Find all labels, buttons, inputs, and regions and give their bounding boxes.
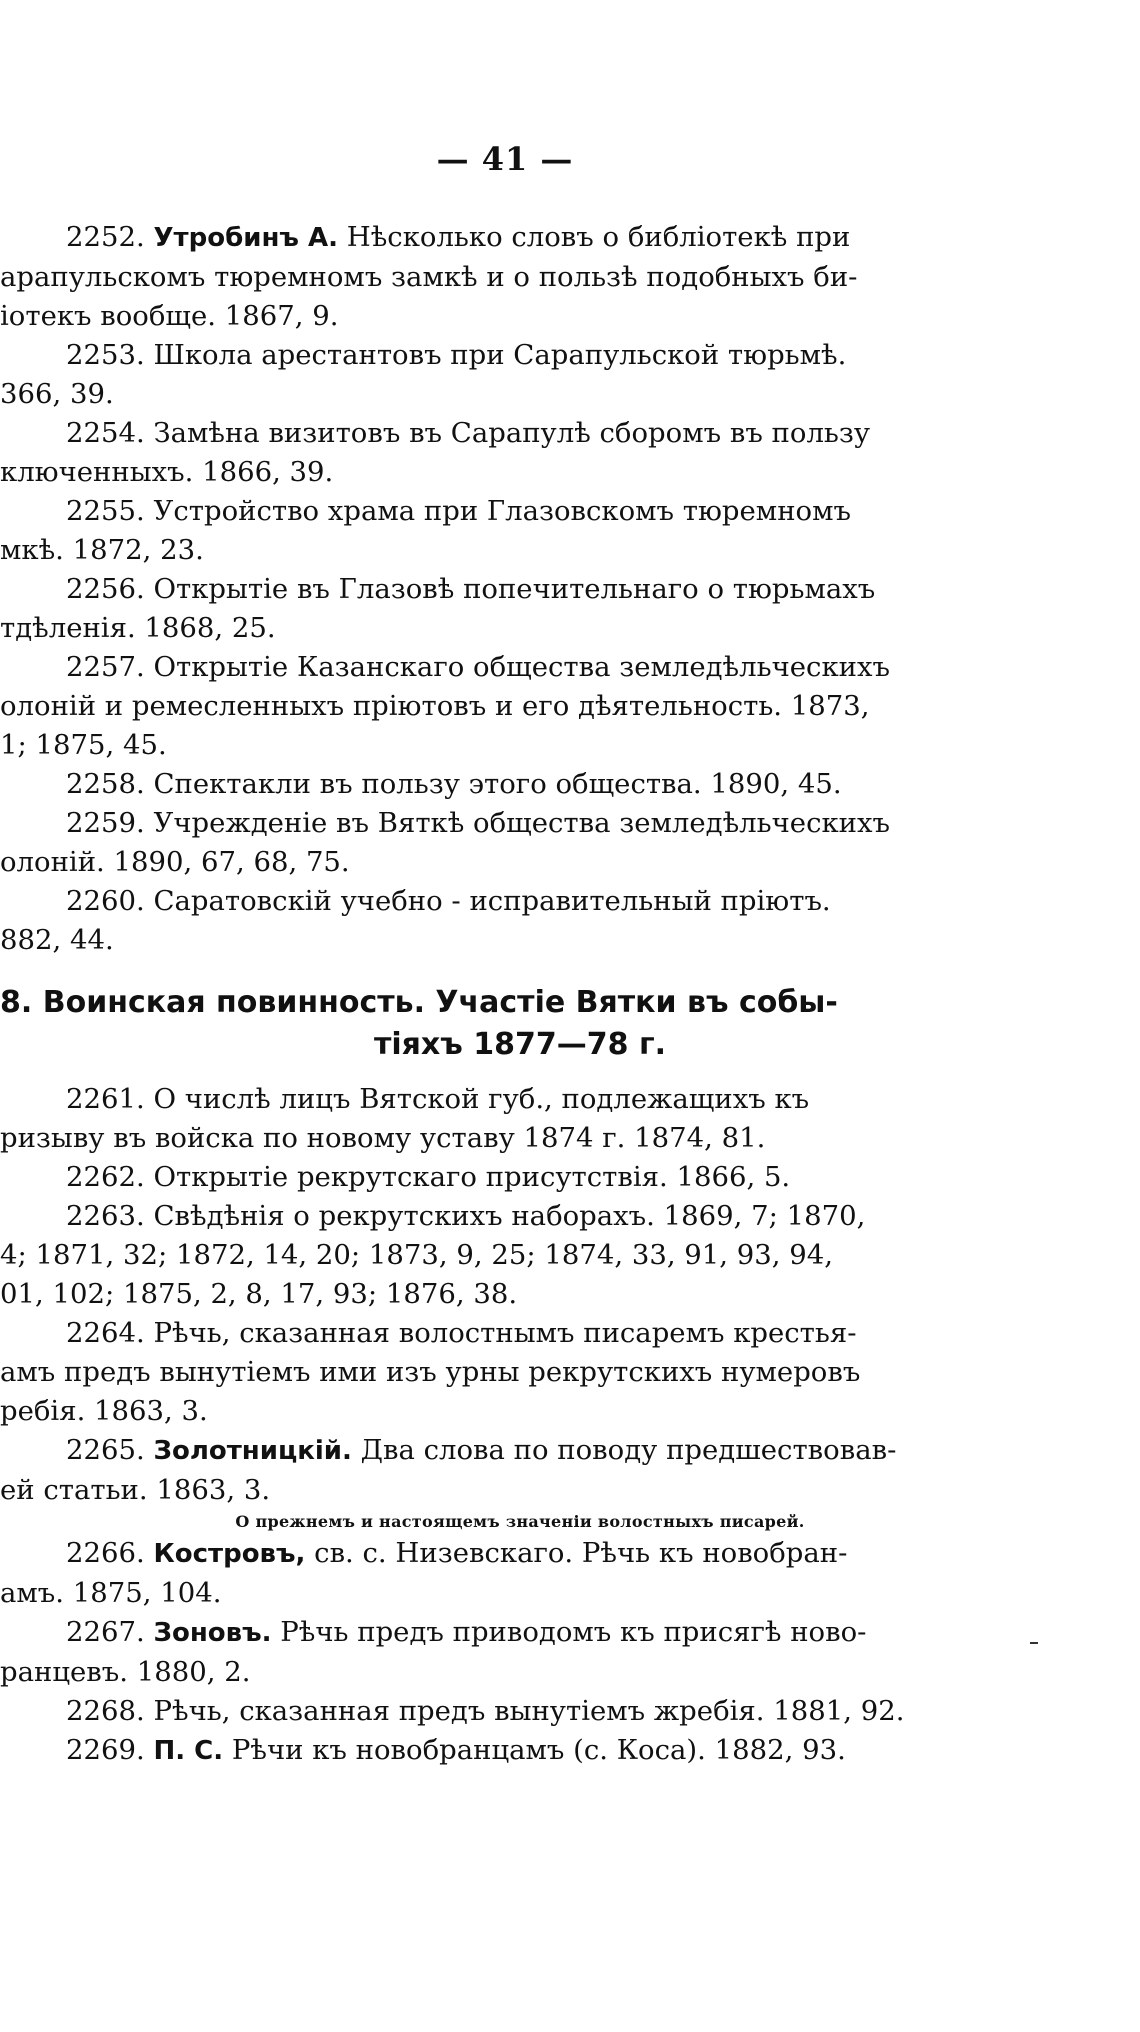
entry-line [0, 765, 960, 804]
entry-author: Утробинъ А. [153, 223, 338, 253]
entry-line [0, 1275, 960, 1314]
entry-text: ризыву въ войска по новому уставу 1874 г. 1874, 81. [0, 1122, 766, 1154]
bibliography-entry [0, 1431, 960, 1534]
entry-line [0, 1080, 960, 1119]
entry-line [0, 1653, 960, 1692]
section-heading-line-2: тіяхъ 1877—78 г. [373, 1027, 667, 1062]
entry-number: 2262. [66, 1161, 145, 1193]
entry-line [0, 687, 960, 726]
entry-text: Рѣчь предъ приводомъ къ присягѣ ново- [271, 1616, 867, 1648]
margin-mark [1030, 1642, 1038, 1644]
entry-number: 2266. [66, 1537, 145, 1569]
entry-line [0, 804, 960, 843]
entry-line [0, 843, 960, 882]
entry-text: ей статьи. 1863, 3. [0, 1474, 271, 1506]
entry-text: Рѣчи къ новобранцамъ (с. Коса). 1882, 93. [223, 1734, 846, 1766]
entry-text: ключенныхъ. 1866, 39. [0, 456, 334, 488]
bibliography-entry [0, 765, 960, 804]
entry-text: Два слова по поводу предшествовав- [351, 1434, 897, 1466]
entry-text: ребія. 1863, 3. [0, 1395, 208, 1427]
entry-text: О числѣ лицъ Вятской губ., подлежащихъ къ [144, 1083, 810, 1115]
entry-number: 2269. [66, 1734, 145, 1766]
entry-text: амъ. 1875, 104. [0, 1577, 222, 1609]
entry-text: іотекъ вообще. 1867, 9. [0, 300, 339, 332]
entry-text: св. с. Низевскаго. Рѣчь къ новобран- [305, 1537, 848, 1569]
entry-line [0, 453, 960, 492]
entry-line [0, 570, 960, 609]
entry-line [0, 1431, 960, 1471]
section-heading [0, 982, 960, 1066]
entry-number: 2258. [66, 768, 145, 800]
entry-text: 1; 1875, 45. [0, 729, 167, 761]
entry-number: 2255. [66, 495, 145, 527]
entry-note: О прежнемъ и настоящемъ значеніи волостныхъ писарей. [235, 1512, 805, 1531]
entry-line [0, 1731, 960, 1771]
entry-number: 2256. [66, 573, 145, 605]
entry-text: амъ предъ вынутіемъ ими изъ урны рекрутскихъ нумеровъ [0, 1356, 861, 1388]
entry-text: Открытіе Казанскаго общества земледѣльческихъ [144, 651, 890, 683]
section-heading-line-1: 8. Воинская повинность. Участіе Вятки въ собы- [0, 985, 838, 1020]
entry-author: П. С. [153, 1736, 224, 1766]
entry-author: Костровъ, [153, 1539, 306, 1569]
bibliography-entry [0, 1534, 960, 1613]
entry-text: Рѣчь, сказанная предъ вынутіемъ жребія. 1881, 92. [144, 1695, 905, 1727]
bibliography-entry [0, 1080, 960, 1158]
entry-line [0, 414, 960, 453]
entry-text: 4; 1871, 32; 1872, 14, 20; 1873, 9, 25; 1874, 33, 91, 93, 94, [0, 1239, 833, 1271]
entry-text: Рѣчь, сказанная волостнымъ писаремъ крестья- [144, 1317, 857, 1349]
entry-number: 2261. [66, 1083, 145, 1115]
entry-text: Школа арестантовъ при Сарапульской тюрьмѣ. [144, 339, 847, 371]
page-number: — 41 — [436, 140, 574, 178]
entry-text: Свѣдѣнія о рекрутскихъ наборахъ. 1869, 7; 1870, [144, 1200, 866, 1232]
entry-number: 2254. [66, 417, 145, 449]
entry-text: мкѣ. 1872, 23. [0, 534, 204, 566]
entry-text: Саратовскій учебно - исправительный пріютъ. [144, 885, 831, 917]
entry-line [0, 336, 960, 375]
entry-text: Нѣсколько словъ о библіотекѣ при [338, 221, 851, 253]
entry-text: тдѣленія. 1868, 25. [0, 612, 276, 644]
bibliography-entry [0, 648, 960, 765]
entry-text: Открытіе рекрутскаго присутствія. 1866, 5. [144, 1161, 791, 1193]
entry-number: 2252. [66, 221, 145, 253]
bibliography-entry [0, 492, 960, 570]
entry-line [0, 882, 960, 921]
entry-number: 2253. [66, 339, 145, 371]
entry-line [0, 492, 960, 531]
entry-text: олоній и ремесленныхъ пріютовъ и его дѣятельность. 1873, [0, 690, 870, 722]
entry-text: 01, 102; 1875, 2, 8, 17, 93; 1876, 38. [0, 1278, 518, 1310]
entry-line [0, 921, 960, 960]
entry-line [0, 1534, 960, 1574]
entry-line [0, 1392, 960, 1431]
entry-number: 2264. [66, 1317, 145, 1349]
entry-number: 2259. [66, 807, 145, 839]
entry-line [0, 258, 960, 297]
entry-line [0, 1119, 960, 1158]
entry-line [0, 375, 960, 414]
bibliography-entry [0, 1692, 960, 1731]
entry-text: Устройство храма при Глазовскомъ тюремномъ [144, 495, 851, 527]
entry-line [0, 1158, 960, 1197]
entry-number: 2268. [66, 1695, 145, 1727]
entry-author: Золотницкій. [153, 1436, 352, 1466]
bibliography-entry [0, 218, 960, 336]
entry-text: 366, 39. [0, 378, 114, 410]
bibliography-entry [0, 414, 960, 492]
bibliography-entry [0, 1158, 960, 1197]
entries-block-military [0, 1080, 960, 1771]
entry-line [0, 1692, 960, 1731]
bibliography-entry [0, 804, 960, 882]
entry-line [0, 218, 960, 258]
entry-line [0, 648, 960, 687]
entry-line [0, 1353, 960, 1392]
bibliography-entry [0, 570, 960, 648]
bibliography-entry [0, 336, 960, 414]
entry-text: арапульскомъ тюремномъ замкѣ и о пользѣ подобныхъ би- [0, 261, 858, 293]
bibliography-entry [0, 1731, 960, 1771]
entry-line [0, 1613, 960, 1653]
entry-text: Замѣна визитовъ въ Сарапулѣ сборомъ въ пользу [144, 417, 871, 449]
entry-text: 882, 44. [0, 924, 114, 956]
entry-line [0, 1574, 960, 1613]
entry-line [0, 726, 960, 765]
entry-text: Учрежденіе въ Вяткѣ общества земледѣльческихъ [144, 807, 890, 839]
bibliography-entry [0, 1197, 960, 1314]
entries-block-prisons [0, 218, 960, 960]
entry-line [0, 1236, 960, 1275]
entry-text: Открытіе въ Глазовѣ попечительнаго о тюрьмахъ [144, 573, 876, 605]
entry-line [0, 531, 960, 570]
entry-number: 2265. [66, 1434, 145, 1466]
entry-line [0, 1471, 960, 1510]
entry-text: Спектакли въ пользу этого общества. 1890, 45. [144, 768, 842, 800]
bibliography-entry [0, 1314, 960, 1431]
entry-number: 2267. [66, 1616, 145, 1648]
entry-text: ранцевъ. 1880, 2. [0, 1656, 251, 1688]
bibliography-entry [0, 882, 960, 960]
entry-number: 2260. [66, 885, 145, 917]
bibliography-entry [0, 1613, 960, 1692]
entry-line [0, 609, 960, 648]
entry-author: Зоновъ. [153, 1618, 272, 1648]
entry-number: 2257. [66, 651, 145, 683]
entry-line [0, 1314, 960, 1353]
entry-line [0, 297, 960, 336]
entry-number: 2263. [66, 1200, 145, 1232]
entry-text: олоній. 1890, 67, 68, 75. [0, 846, 350, 878]
entry-line [0, 1197, 960, 1236]
